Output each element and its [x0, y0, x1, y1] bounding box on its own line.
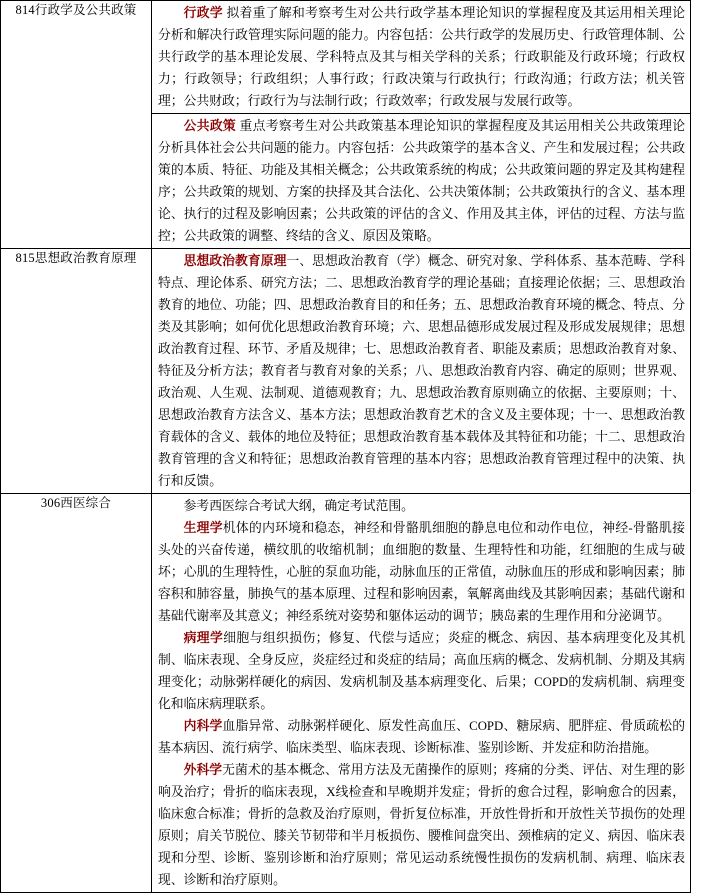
paragraph — [158, 759, 685, 891]
paragraph — [158, 627, 685, 715]
subject-cell-815 — [1, 249, 152, 494]
paragraph — [158, 517, 685, 627]
paragraph — [158, 250, 685, 492]
subject-label: 815思想政治教育原理 — [15, 251, 137, 265]
paragraph-body: 一、思想政治教育（学）概念、研究对象、学科体系、基本范畴、学科特点、理论体系、研究方法；二、思想政治教育学的理论基础；直接理论依据；三、思想政治教育的地位、功能；四、思想政治教育目的和任务；五、思想政治教育环境的概念、特点、分类及其影响；如何优化思想政治教育环境；六、思想品德形成发展过程及形成发展规律；思想政治教育过程、环节、矛盾及规律；七、思想政治教育者、职能及素质；思想政治教育对象、特征及分析方法；教育者与教育对象的关系；八、思想政治教育内容、确定的原则；世界观、政治观、人生观、法制观、道德观教育；九、思想政治教育原则确立的依据、主要原则；十、思想政治教育方法含义、基本方法；思想政治教育艺术的含义及主要体现；十一、思想政治教育载体的含义、载体的地位及特征；思想政治教育基本载体及其特征和功能；十二、思想政治教育管理的含义和特征；思想政治教育管理的基本内容；思想政治教育管理过程中的决策、执行和反馈。 — [158, 254, 686, 488]
paragraph-body: 拟着重了解和考察考生对公共行政学基本理论知识的掌握程度及其运用相关理论分析和解决行政管理实际问题的能力。内容包括：公共行政学的发展历史、行政管理体制、公共行政学的基本理论发展、学科特点及其与相关学科的关系；行政职能及行政环境；行政权力；行政领导；行政组织；人事行政；行政决策与行政执行；行政沟通；行政方法；机关管理；公共财政；行政行为与法制行政；行政效率；行政发展与发展行政等。 — [158, 6, 686, 108]
paragraph — [158, 495, 685, 517]
paragraph-heading: 行政学 — [183, 6, 223, 20]
paragraph-heading: 外科学 — [183, 763, 223, 777]
paragraph — [158, 2, 685, 112]
content-cell-815 — [152, 249, 691, 494]
paragraph-body: 重点考察考生对公共政策基本理论知识的掌握程度及其运用相关公共政策理论分析具体社会公共问题的能力。内容包括：公共政策学的基本含义、产生和发展过程；公共政策的本质、特征、功能及其相关概念；公共政策系统的构成；公共政策问题的界定及其构建程序；公共政策的规划、方案的抉择及其合法化、公共决策体制；公共政策执行的含义、基本理论、执行的过程及影响因素；公共政策的评估的含义、作用及其主体，评估的过程、方法与监控；公共政策的调整、终结的含义、原因及策略。 — [158, 119, 686, 243]
paragraph — [158, 715, 685, 759]
paragraph-heading: 公共政策 — [183, 119, 237, 133]
table-row — [1, 1, 691, 249]
subject-label: 306西医综合 — [40, 496, 112, 510]
paragraph-body: 机体的内环境和稳态，神经和骨骼肌细胞的静息电位和动作电位，神经-骨骼肌接头处的兴奋传递，横纹肌的收缩机制；血细胞的数量、生理特性和功能，红细胞的生成与破坏；心肌的生理特性，心脏的泵血功能，动脉血压的正常值，动脉血压的形成和影响因素；肺容积和肺容量，肺换气的基本原理、过程和影响因素，氧解离曲线及其影响因素；基础代谢和基础代谢率及其意义；神经系统对姿势和躯体运动的调节；胰岛素的生理作用和分泌调节。 — [158, 521, 685, 623]
table-body — [1, 1, 691, 893]
paragraph-heading: 病理学 — [183, 631, 224, 645]
subject-label: 814行政学及公共政策 — [15, 3, 137, 17]
paragraph-body: 参考西医综合考试大纲，确定考试范围。 — [183, 499, 414, 513]
subject-cell-814 — [1, 1, 152, 249]
paragraph-heading: 思想政治教育原理 — [183, 254, 287, 268]
content-block-administration — [152, 1, 690, 113]
content-block-western-medicine — [152, 494, 690, 892]
content-block-public-policy — [152, 113, 690, 248]
paragraph-body: 血脂异常、动脉粥样硬化、原发性高血压、COPD、糖尿病、肥胖症、骨质疏松的基本病因、流行病学、临床类型、临床表现、诊断标准、鉴别诊断、并发症和防治措施。 — [158, 719, 686, 755]
paragraph-heading: 内科学 — [183, 719, 223, 733]
paragraph-body: 无菌术的基本概念、常用方法及无菌操作的原则；疼痛的分类、评估、对生理的影响及治疗；骨折的临床表现，X线检查和早晚期并发症；骨折的愈合过程，影响愈合的因素，临床愈合标准；骨折的急救及治疗原则，骨折复位标准，开放性骨折和开放性关节损伤的处理原则；肩关节脱位、膝关节韧带和半月板损伤、腰椎间盘突出、颈椎病的定义、病因、临床表现和分型、诊断、鉴别诊断和治疗原则；常见运动系统慢性损伤的发病机制、病理、临床表现、诊断和治疗原则。 — [158, 763, 686, 887]
paragraph-body: 细胞与组织损伤；修复、代偿与适应；炎症的概念、病因、基本病理变化及其机制、临床表现、全身反应，炎症经过和炎症的结局；高血压病的概念、发病机制、分期及其病理变化；动脉粥样硬化的病因、发病机制及基本病理变化、后果；COPD的发病机制、病理变化和临床病理联系。 — [158, 631, 686, 711]
table-row — [1, 249, 691, 494]
content-cell-814 — [152, 1, 691, 249]
table-row — [1, 494, 691, 893]
subject-cell-306 — [1, 494, 152, 893]
content-block-ideological-education — [152, 249, 690, 493]
content-cell-306 — [152, 494, 691, 893]
paragraph-heading: 生理学 — [183, 521, 223, 535]
paragraph — [158, 115, 685, 247]
